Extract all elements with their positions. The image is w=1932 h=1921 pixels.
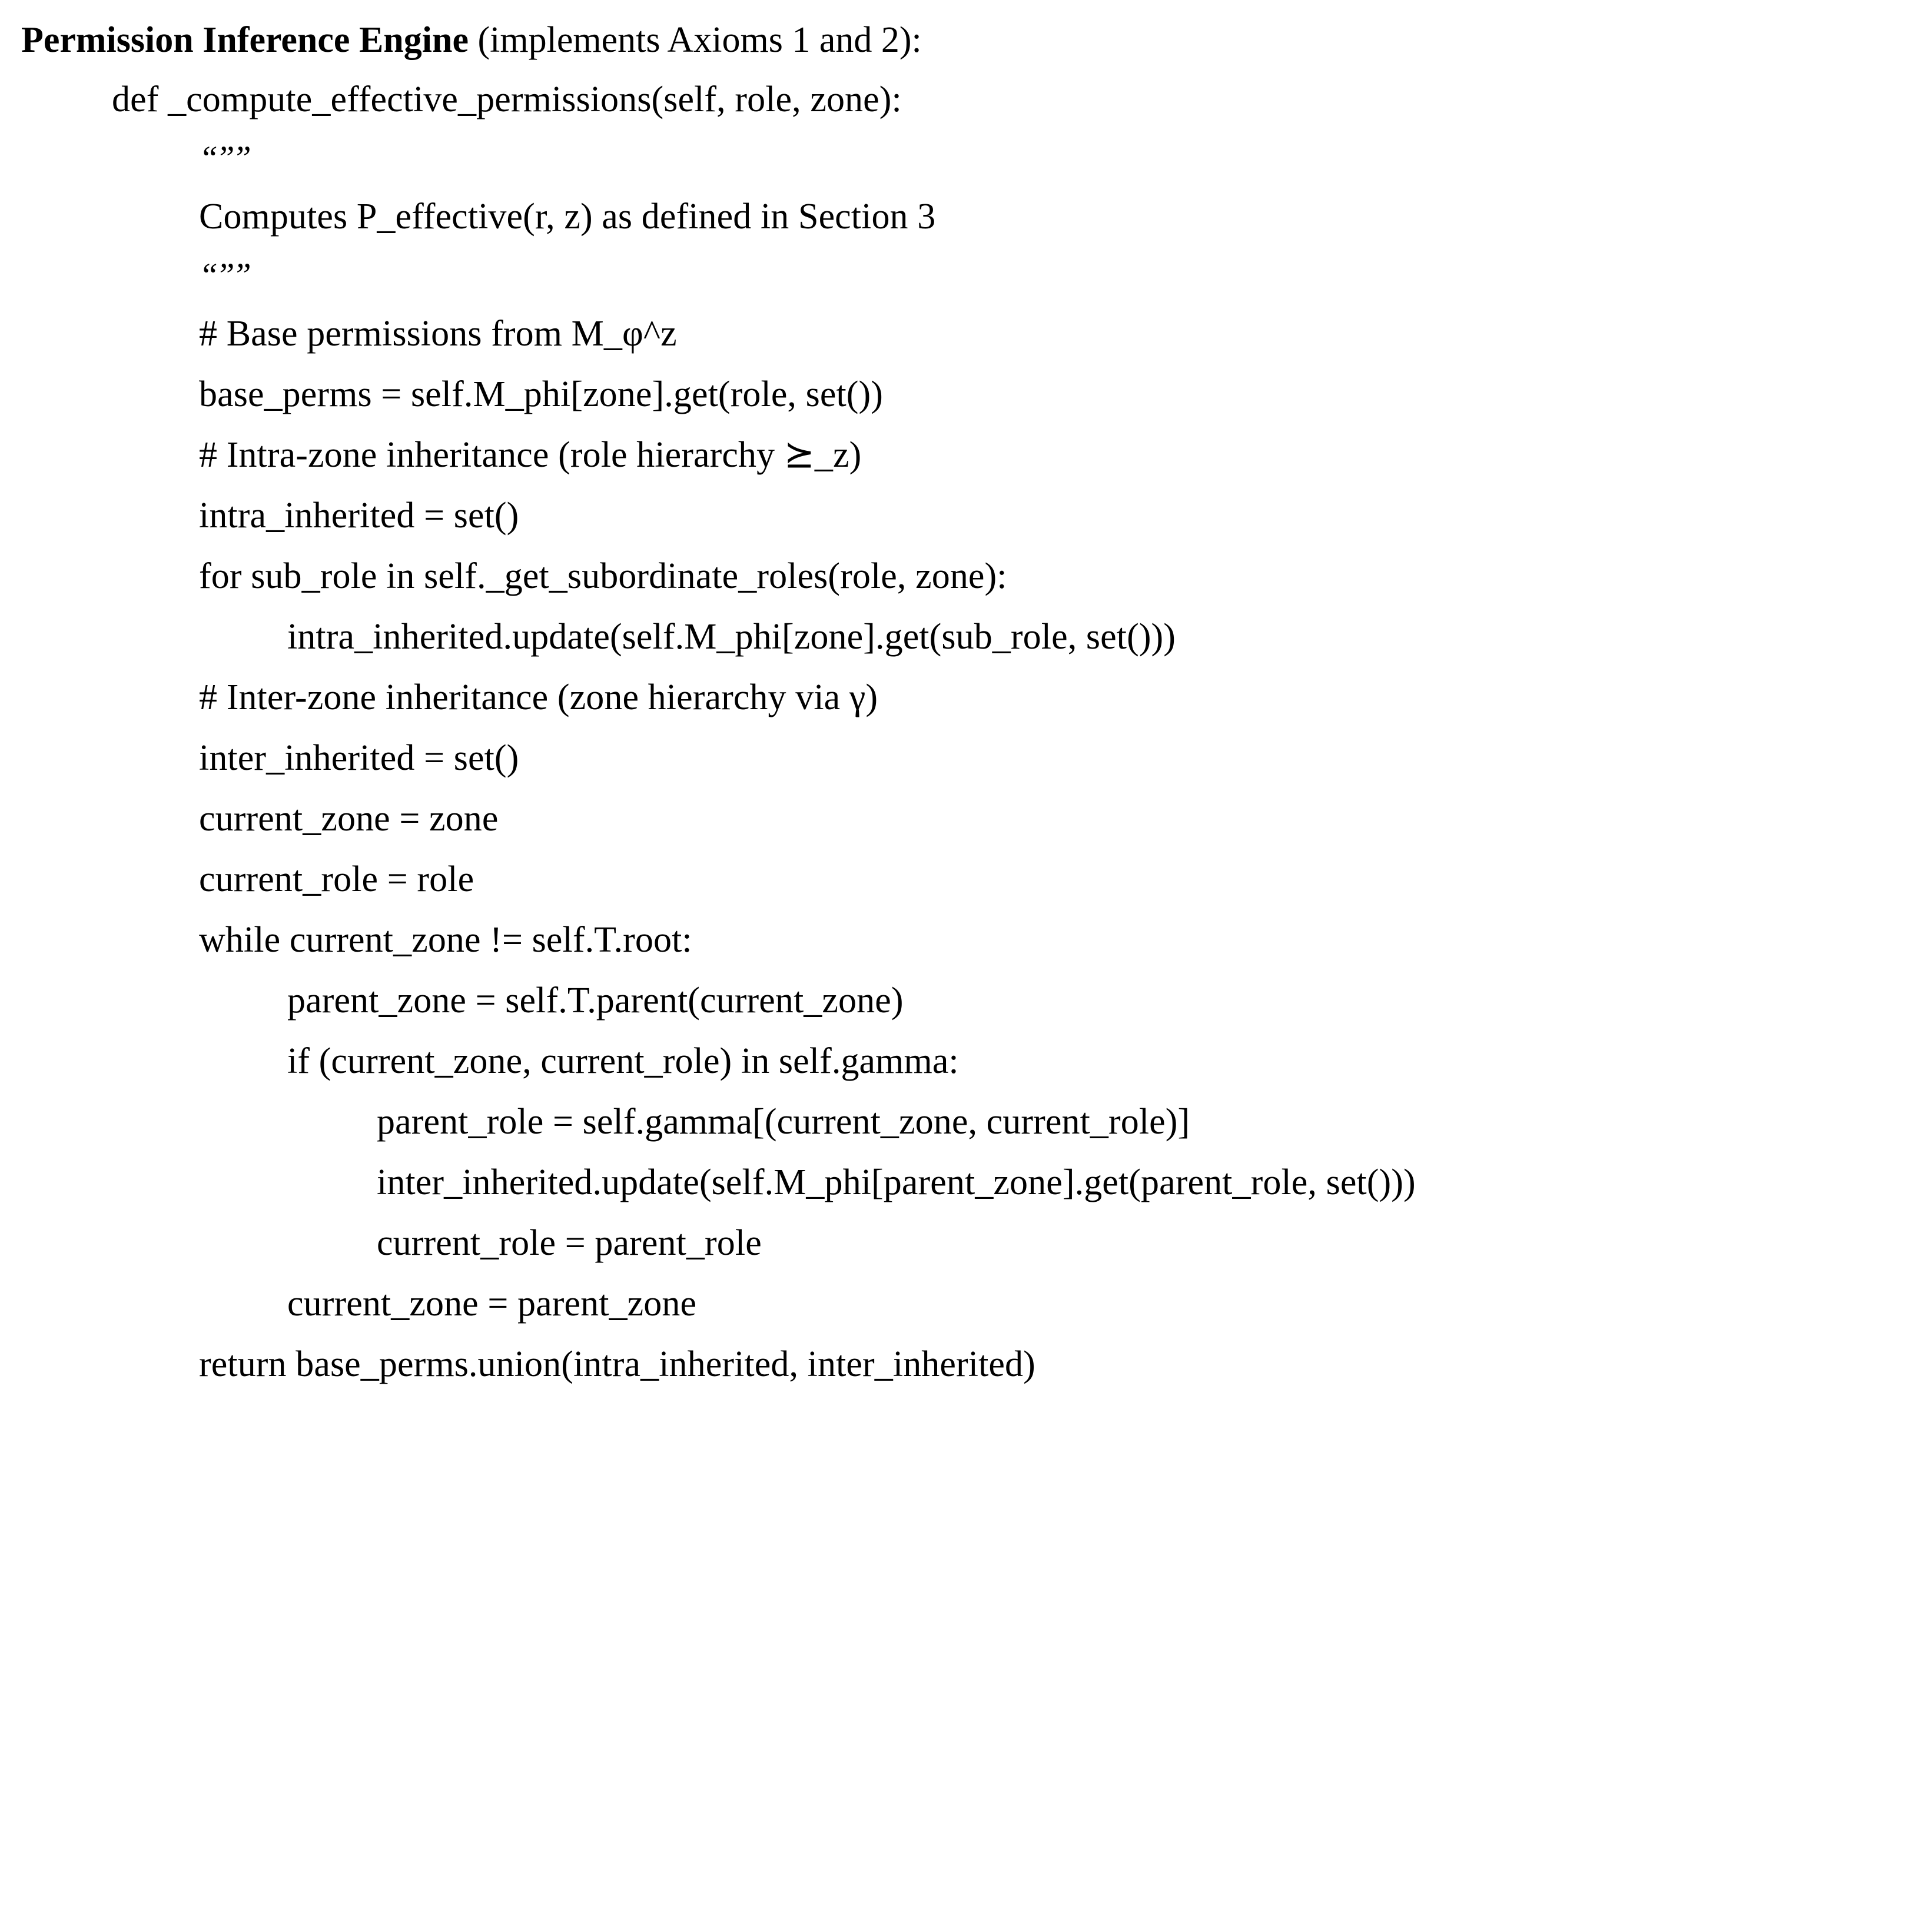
code-line: inter_inherited = set() [199, 738, 519, 778]
code-line: def _compute_effective_permissions(self, role, zone): [112, 79, 902, 119]
code-line: current_zone = zone [199, 799, 499, 839]
code-line: “”” [199, 139, 249, 177]
code-line: if (current_zone, current_role) in self.gamma: [287, 1041, 959, 1081]
code-line: return base_perms.union(intra_inherited, inter_inherited) [199, 1344, 1035, 1384]
page-title-regular: (implements Axioms 1 and 2): [477, 20, 922, 60]
code-line: parent_zone = self.T.parent(current_zone) [287, 981, 904, 1021]
code-line: base_perms = self.M_phi[zone].get(role, set()) [199, 374, 884, 414]
code-line: Computes P_effective(r, z) as defined in Section 3 [199, 197, 936, 237]
code-line: # Inter-zone inheritance (zone hierarchy via γ) [199, 677, 878, 717]
code-line: current_role = role [199, 859, 474, 899]
page-title [0, 11, 1932, 69]
code-line: “”” [199, 256, 249, 294]
code-line: intra_inherited.update(self.M_phi[zone].get(sub_role, set())) [287, 617, 1176, 657]
code-line: intra_inherited = set() [199, 496, 519, 536]
code-line: # Intra-zone inheritance (role hierarchy ⪰_z) [199, 435, 862, 475]
page-title-bold: Permission Inference Engine [21, 20, 478, 60]
code-line: inter_inherited.update(self.M_phi[parent_zone].get(parent_role, set())) [377, 1162, 1416, 1202]
code-block [0, 69, 1932, 1395]
code-line: while current_zone != self.T.root: [199, 920, 692, 960]
code-line: current_role = parent_role [377, 1223, 762, 1263]
code-line: parent_role = self.gamma[(current_zone, current_role)] [377, 1102, 1190, 1142]
code-line: # Base permissions from M_φ^z [199, 314, 677, 354]
code-line: current_zone = parent_zone [287, 1284, 697, 1324]
code-line: for sub_role in self._get_subordinate_roles(role, zone): [199, 556, 1007, 596]
